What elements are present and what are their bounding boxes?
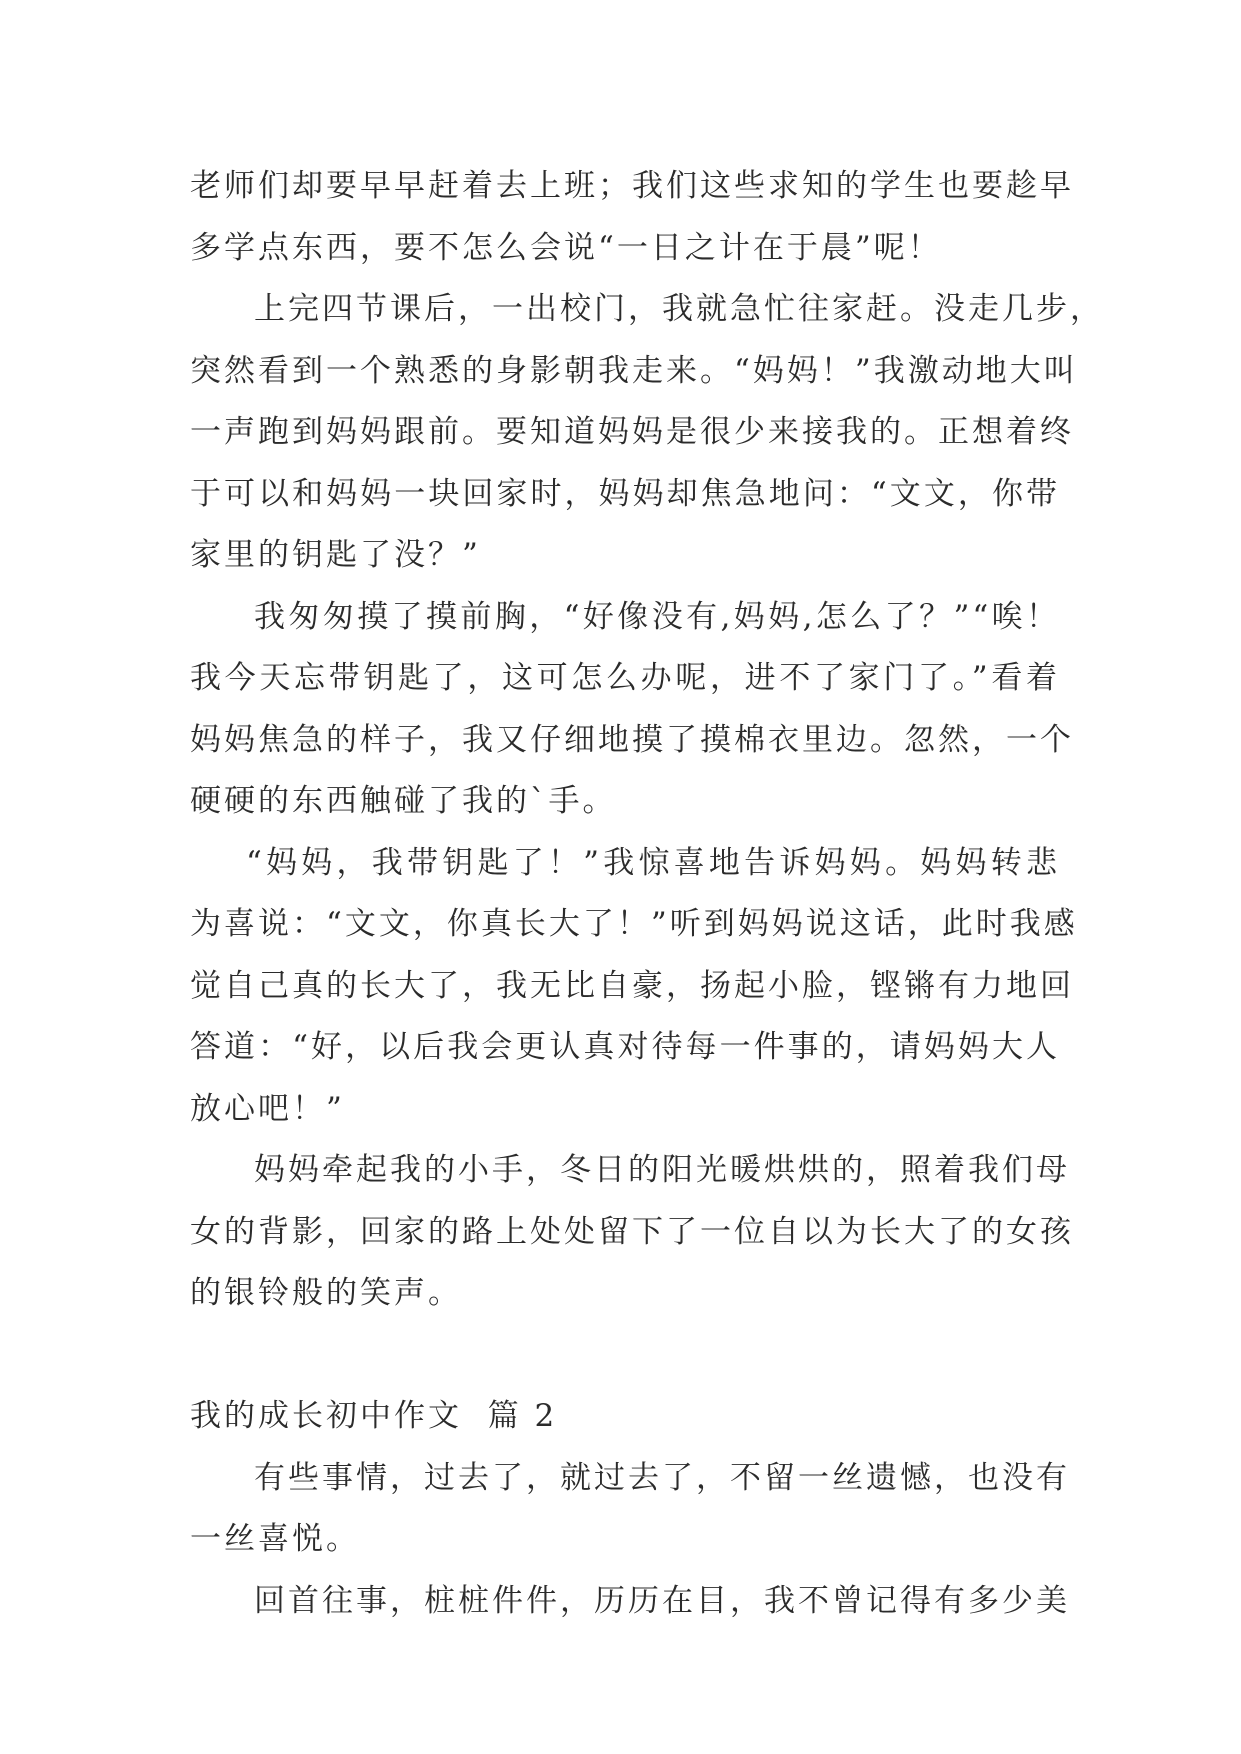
paragraph-line: 觉自己真的长大了，我无比自豪，扬起小脸，铿锵有力地回	[190, 967, 1074, 1004]
paragraph-line: 老师们却要早早赶着去上班；我们这些求知的学生也要趁早	[190, 168, 1074, 204]
paragraph-3	[190, 587, 1074, 833]
paragraph-4	[190, 833, 1078, 1141]
paragraph-line: 于可以和妈妈一块回家时，妈妈却焦急地问：“文文，你带	[190, 475, 1060, 512]
paragraph-line: 我今天忘带钥匙了，这可怎么办呢，进不了家门了。”看着	[190, 660, 1060, 696]
paragraph-6	[190, 1448, 1070, 1571]
paragraph-line: 一丝喜悦。	[190, 1521, 360, 1557]
paragraph-line: 我匆匆摸了摸前胸，“好像没有,妈妈,怎么了？”“唉！	[254, 598, 1060, 635]
paragraph-line: 有些事情，过去了，就过去了，不留一丝遗憾，也没有	[254, 1459, 1070, 1496]
document-body	[190, 156, 1104, 1632]
paragraph-line: 为喜说：“文文，你真长大了！”听到妈妈说这话，此时我感	[190, 906, 1078, 942]
paragraph-line: 硬硬的东西触碰了我的`手。	[190, 783, 617, 819]
paragraph-line: 妈妈焦急的样子，我又仔细地摸了摸棉衣里边。忽然，一个	[190, 721, 1074, 758]
section-gap	[190, 1325, 1060, 1387]
paragraph-line: 妈妈牵起我的小手，冬日的阳光暖烘烘的，照着我们母	[254, 1152, 1070, 1188]
paragraph-line: “妈妈，我带钥匙了！”我惊喜地告诉妈妈。妈妈转悲	[246, 844, 1060, 881]
paragraph-line: 多学点东西，要不怎么会说“一日之计在于晨”呢！	[190, 229, 942, 266]
paragraph-line: 的银铃般的笑声。	[190, 1275, 462, 1311]
paragraph-line: 上完四节课后，一出校门，我就急忙往家赶。没走几步，	[254, 291, 1104, 327]
paragraph-line: 答道：“好，以后我会更认真对待每一件事的，请妈妈大人	[190, 1029, 1060, 1065]
paragraph-line: 突然看到一个熟悉的身影朝我走来。“妈妈！”我激动地大叫	[190, 352, 1078, 389]
paragraph-line: 一声跑到妈妈跟前。要知道妈妈是很少来接我的。正想着终	[190, 414, 1074, 450]
paragraph-1	[190, 156, 1074, 279]
paragraph-line: 家里的钥匙了没？”	[190, 537, 481, 573]
section-heading	[190, 1386, 1060, 1448]
paragraph-5	[190, 1140, 1074, 1325]
paragraph-line: 放心吧！”	[190, 1090, 345, 1127]
paragraph-line: 回首往事，桩桩件件，历历在目，我不曾记得有多少美	[254, 1582, 1070, 1619]
heading-text: 我的成长初中作文 篇 2	[190, 1398, 558, 1434]
paragraph-line: 女的背影，回家的路上处处留下了一位自以为长大了的女孩	[190, 1213, 1074, 1250]
paragraph-2	[190, 279, 1104, 587]
paragraph-7	[190, 1571, 1070, 1633]
